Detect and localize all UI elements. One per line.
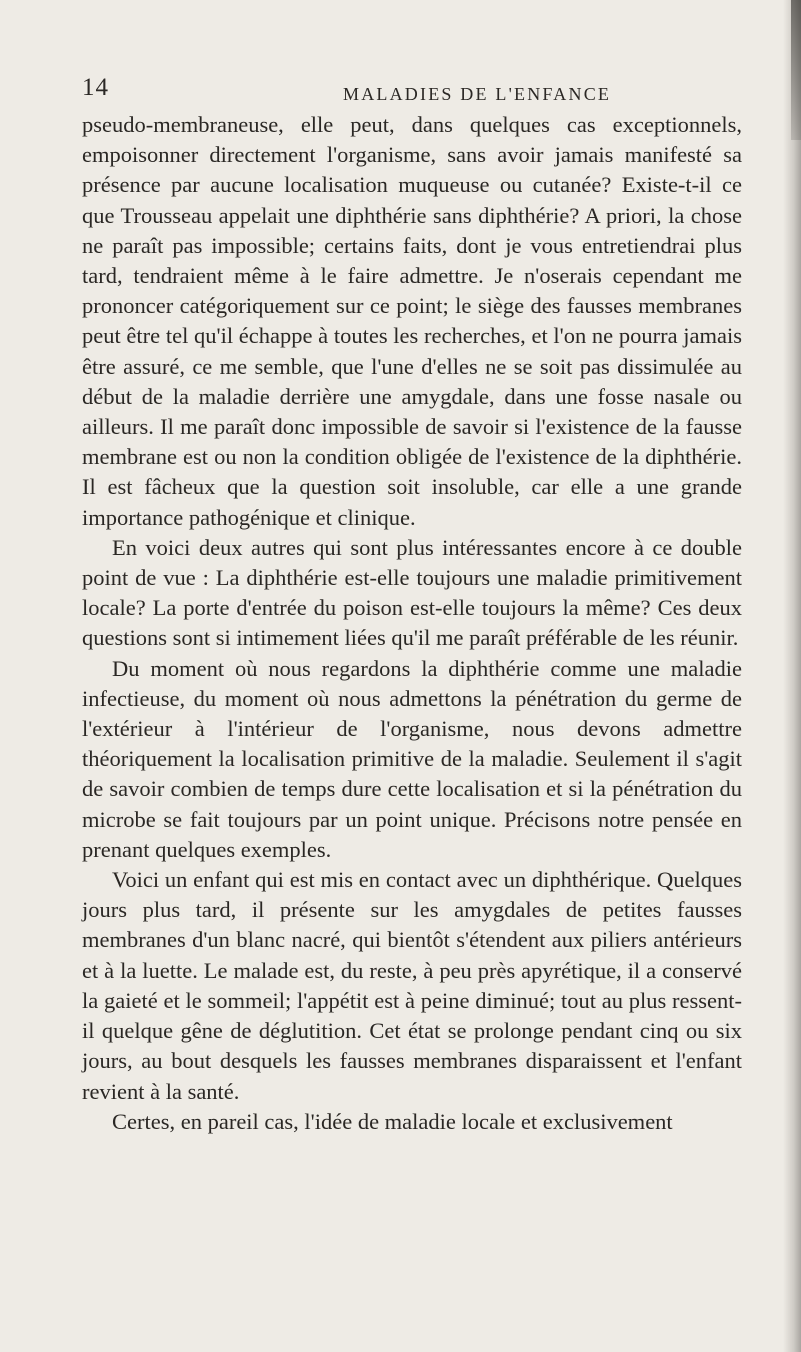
paragraph-1: pseudo-membraneuse, elle peut, dans quelques cas exceptionnels, empoisonner directement l'organisme, sans avoir jamais manifesté sa présence par aucune localisation muqueuse ou cutanée? Existe-t-il ce que Trousseau appelait une diphthérie sans diphthérie? A priori, la chose ne paraît pas impossible; certains faits, dont je vous entretiendrai plus tard, tendraient même à le faire admettre. Je n'oserais cependant me prononcer catégoriquement sur ce point; le siège des fausses membranes peut être tel qu'il échappe à toutes les recherches, et l'on ne pourra jamais être assuré, ce me semble, que l'une d'elles ne se soit pas dissimulée au début de la maladie derrière une amygdale, dans une fosse nasale ou ailleurs. Il me paraît donc impossible de savoir si l'existence de la fausse membrane est ou non la condition obligée de l'existence de la diphthérie. Il est fâcheux que la question soit insoluble, car elle a une grande importance pathogénique et clinique.	[82, 112, 742, 530]
page-number: 14	[82, 74, 109, 101]
running-title: MALADIES DE L'ENFANCE	[343, 84, 612, 104]
body-text	[82, 110, 742, 1137]
page-edge-shadow	[783, 0, 801, 1352]
page-corner-shadow	[791, 0, 801, 140]
paragraph-5: Certes, en pareil cas, l'idée de maladie locale et exclusivement	[112, 1108, 673, 1134]
paragraph-3: Du moment où nous regardons la diphthérie comme une maladie infectieuse, du moment où nous admettons la pénétration du germe de l'extérieur à l'intérieur de l'organisme, nous devons admettre théoriquement la localisation primitive de la maladie. Seulement il s'agit de savoir combien de temps dure cette localisation et si la pénétration du microbe se fait toujours par un point unique. Précisons notre pensée en prenant quelques exemples.	[82, 655, 742, 862]
paragraph-4: Voici un enfant qui est mis en contact avec un diphthérique. Quelques jours plus tard, il présente sur les amygdales de petites fausses membranes d'un blanc nacré, qui bientôt s'étendent aux piliers antérieurs et à la luette. Le malade est, du reste, à peu près apyrétique, il a conservé la gaieté et le sommeil; l'appétit est à peine diminué; tout au plus ressent-il quelque gêne de déglutition. Cet état se prolonge pendant cinq ou six jours, au bout desquels les fausses membranes disparaissent et l'enfant revient à la santé.	[82, 867, 742, 1104]
paragraph-2: En voici deux autres qui sont plus intéressantes encore à ce double point de vue : La diphthérie est-elle toujours une maladie primitivement locale? La porte d'entrée du poison est-elle toujours la même? Ces deux questions sont si intimement liées qu'il me paraît préférable de les réunir.	[82, 534, 742, 651]
